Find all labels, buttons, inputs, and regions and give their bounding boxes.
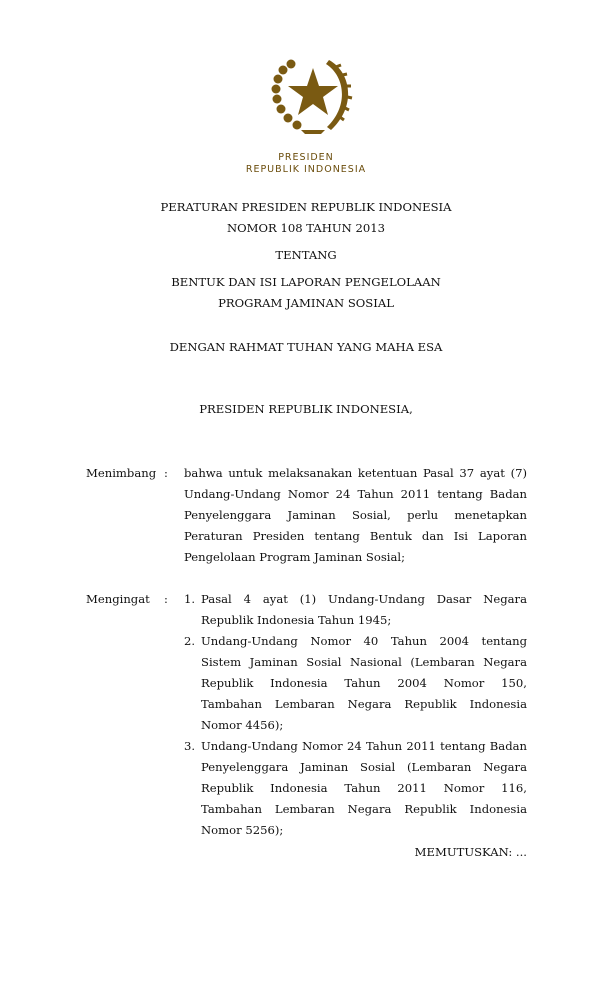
text-line: Sistem Jaminan Sosial Nasional (Lembaran Negara: [201, 655, 527, 669]
text-line: Republik Indonesia Tahun 2004 Nomor 150,: [201, 676, 527, 690]
text-line: bahwa untuk melaksanakan ketentuan Pasal 37 ayat (7): [184, 466, 527, 480]
subject-line-2: PROGRAM JAMINAN SOSIAL: [218, 296, 394, 310]
mengingat-label: Mengingat: [86, 592, 150, 606]
subject-line-1: BENTUK DAN ISI LAPORAN PENGELOLAAN: [171, 275, 441, 289]
text-line: Undang-Undang Nomor 40 Tahun 2004 tentang: [201, 634, 527, 648]
regulation-number: NOMOR 108 TAHUN 2013: [227, 221, 385, 235]
text-line: Penyelenggara Jaminan Sosial (Lembaran Negara: [201, 760, 527, 774]
item-number: 2.: [184, 634, 196, 648]
text-line: Republik Indonesia Tahun 1945;: [201, 613, 392, 627]
regulation-title: PERATURAN PRESIDEN REPUBLIK INDONESIA: [160, 200, 452, 214]
text-line: Nomor 4456);: [201, 718, 284, 732]
text-line: Undang-Undang Nomor 24 Tahun 2011 tentang Badan: [201, 739, 527, 753]
issuer: PRESIDEN REPUBLIK INDONESIA,: [199, 402, 413, 416]
text-line: Tambahan Lembaran Negara Republik Indonesia: [201, 697, 527, 711]
text-line: Peraturan Presiden tentang Bentuk dan Isi Laporan: [184, 529, 527, 543]
tentang-heading: TENTANG: [275, 248, 337, 262]
mengingat-colon: :: [164, 592, 168, 606]
mengingat-item-1: [201, 592, 527, 634]
continuation-marker: MEMUTUSKAN: ...: [414, 845, 527, 859]
mengingat-item-2: [201, 634, 527, 739]
garuda-star-wreath-emblem-icon: [271, 54, 355, 138]
text-line: Nomor 5256);: [201, 823, 284, 837]
text-line: Penyelenggara Jaminan Sosial, perlu menetapkan: [184, 508, 527, 522]
text-line: Tambahan Lembaran Negara Republik Indonesia: [201, 802, 527, 816]
text-line: Pasal 4 ayat (1) Undang-Undang Dasar Negara: [201, 592, 527, 606]
text-line: Undang-Undang Nomor 24 Tahun 2011 tentang Badan: [184, 487, 527, 501]
preamble: DENGAN RAHMAT TUHAN YANG MAHA ESA: [169, 340, 443, 354]
menimbang-text: [184, 466, 527, 571]
menimbang-colon: :: [164, 466, 168, 480]
seal-title: PRESIDEN: [278, 152, 334, 163]
text-line: Pengelolaan Program Jaminan Sosial;: [184, 550, 406, 564]
item-number: 1.: [184, 592, 196, 606]
text-line: Republik Indonesia Tahun 2011 Nomor 116,: [201, 781, 527, 795]
menimbang-label: Menimbang: [86, 466, 157, 480]
item-number: 3.: [184, 739, 196, 753]
mengingat-item-3: [201, 739, 527, 844]
seal-subtitle: REPUBLIK INDONESIA: [245, 164, 367, 175]
